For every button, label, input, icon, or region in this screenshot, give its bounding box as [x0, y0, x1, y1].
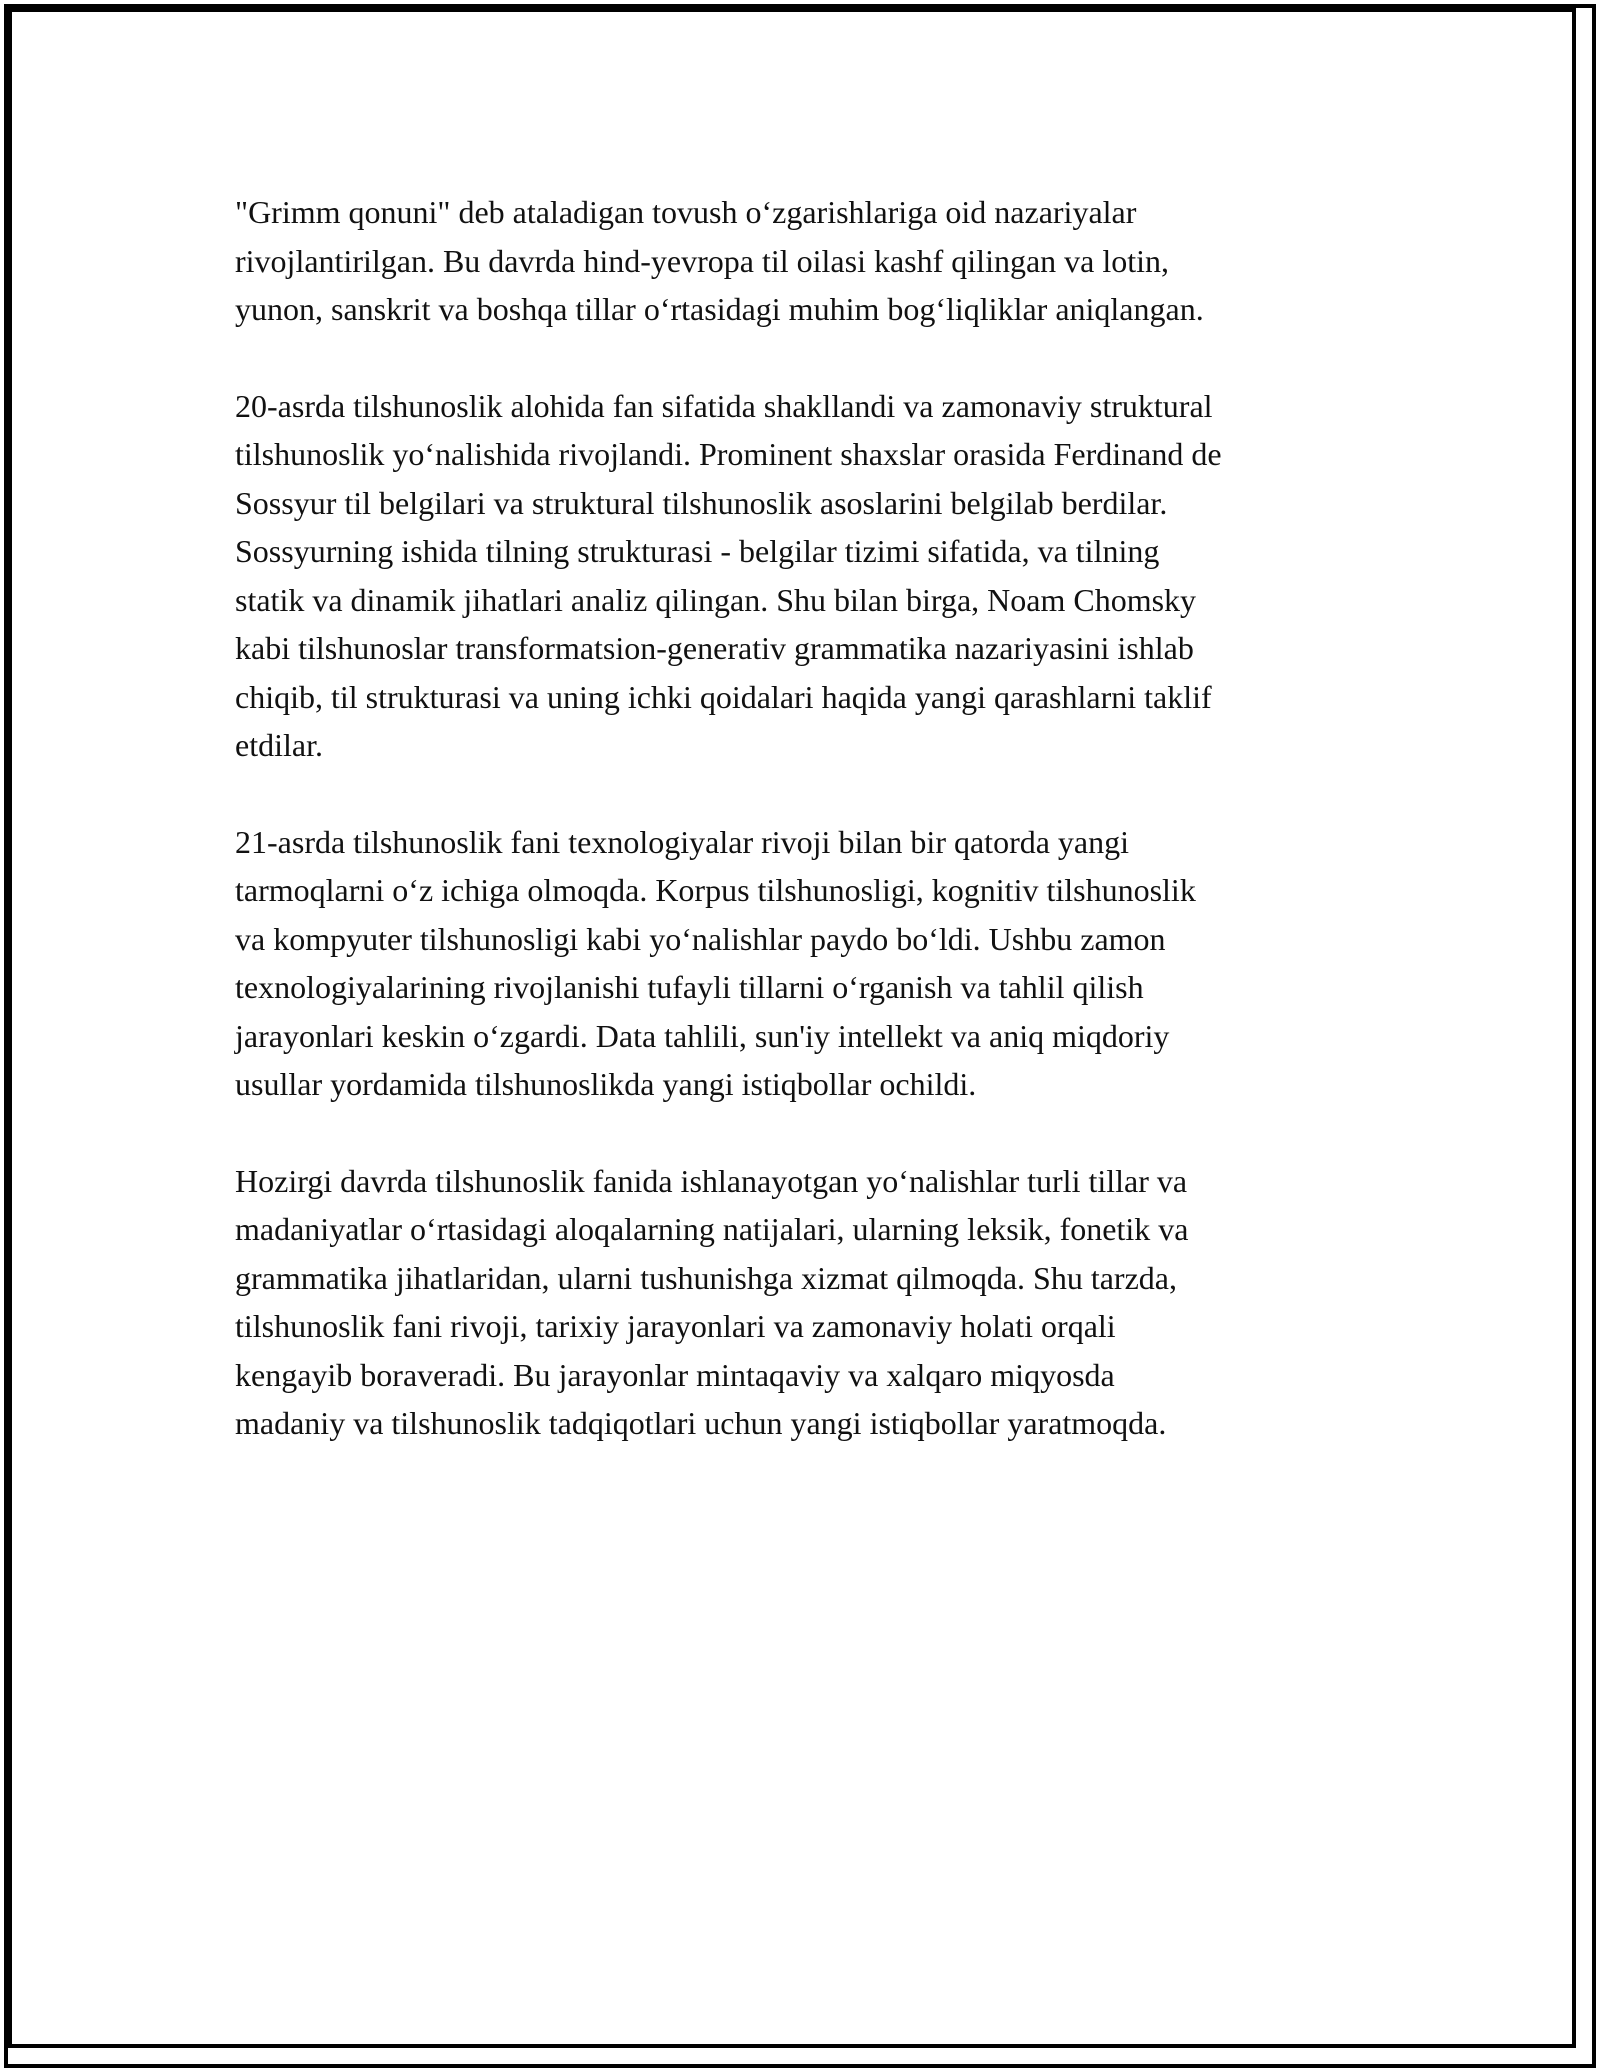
document-body [235, 188, 1375, 1496]
paragraph-current-period: Hozirgi davrda tilshunoslik fanida ishlanayotgan yo‘nalishlar turli tillar va madaniyatlar o‘rtasidagi aloqalarning natijalari, ularning leksik, fonetik va grammatika jihatlaridan, ularni tushunishga xizmat qilmoqda. Shu tarzda, tilshunoslik fani rivoji, tarixiy jarayonlari va zamonaviy holati orqali kengayib boraveradi. Bu jarayonlar mintaqaviy va xalqaro miqyosda madaniy va tilshunoslik tadqiqotlari uchun yangi istiqbollar yaratmoqda. [235, 1162, 1189, 1441]
paragraph-20th-century: 20-asrda tilshunoslik alohida fan sifatida shakllandi va zamonaviy struktural tilshunoslik yo‘nalishida rivojlandi. Prominent shaxslar orasida Ferdinand de Sossyur til belgilari va struktural tilshunoslik asoslarini belgilab berdilar. Sossyurning ishida tilning strukturasi - belgilar tizimi sifatida, va tilning statik va dinamik jihatlari analiz qilingan. Shu bilan birga, Noam Chomsky kabi tilshunoslar transformatsion-generativ grammatika nazariyasini ishlab chiqib, til strukturasi va uning ichki qoidalari haqida yangi qarashlarni taklif etdilar. [235, 387, 1222, 763]
paragraph-21st-century: 21-asrda tilshunoslik fani texnologiyalar rivoji bilan bir qatorda yangi tarmoqlarni o‘z ichiga olmoqda. Korpus tilshunosligi, kognitiv tilshunoslik va kompyuter tilshunosligi kabi yo‘nalishlar paydo bo‘ldi. Ushbu zamon texnologiyalarining rivojlanishi tufayli tillarni o‘rganish va tahlil qilish jarayonlari keskin o‘zgardi. Data tahlili, sun'iy intellekt va aniq miqdoriy usullar yordamida tilshunoslikda yangi istiqbollar ochildi. [235, 823, 1196, 1102]
paragraph-grimm-law: "Grimm qonuni" deb ataladigan tovush o‘zgarishlariga oid nazariyalar rivojlantirilgan. Bu davrda hind-yevropa til oilasi kashf qilingan va lotin, yunon, sanskrit va boshqa tillar o‘rtasidagi muhim bog‘liqliklar aniqlangan. [235, 194, 1204, 327]
